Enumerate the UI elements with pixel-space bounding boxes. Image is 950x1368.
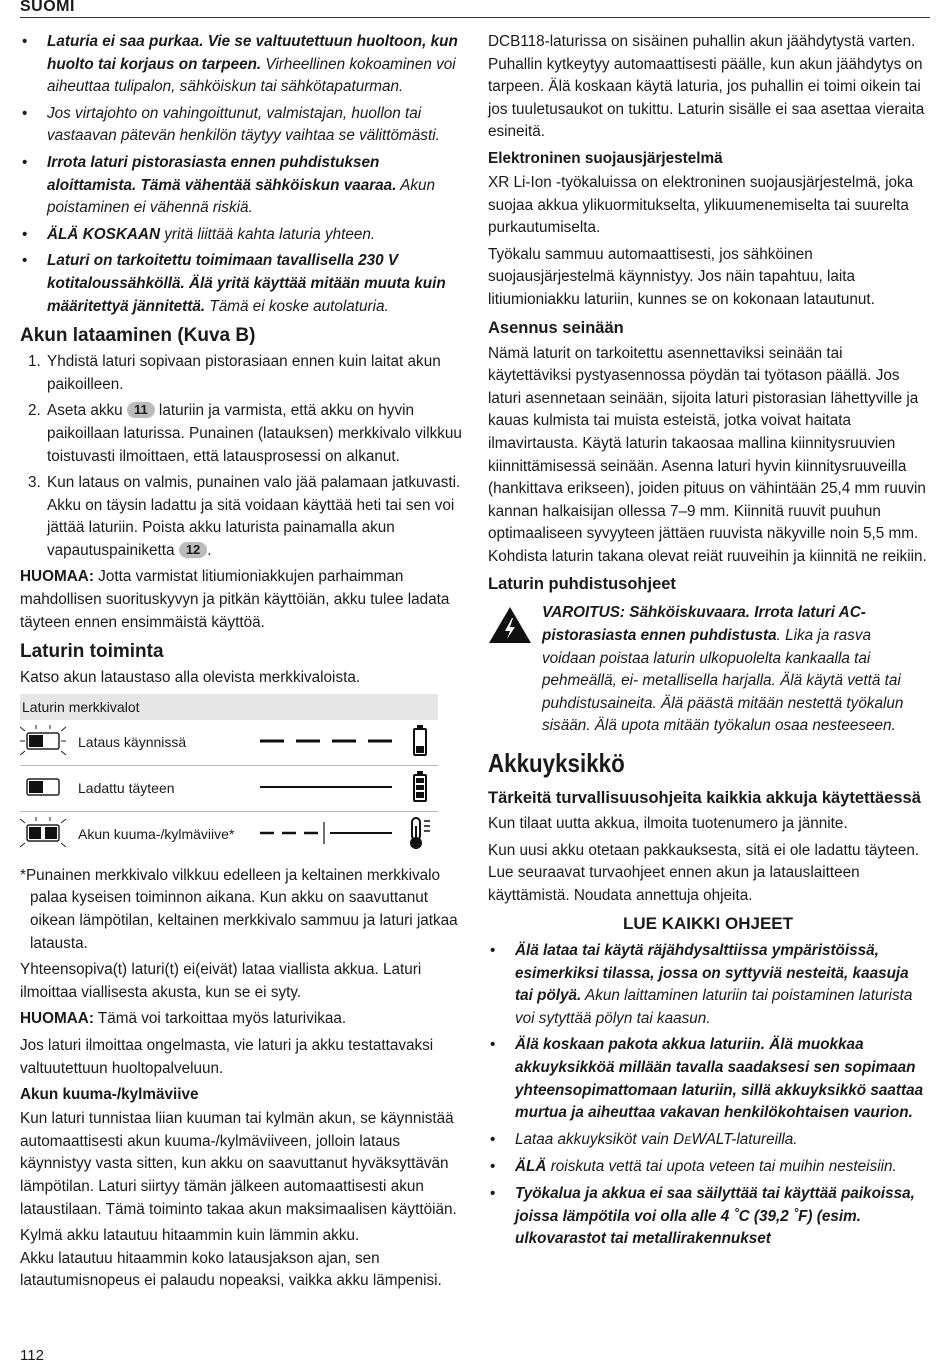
indicator-row-delay xyxy=(20,812,438,857)
language-header: SUOMI xyxy=(20,0,75,15)
indicator-row-charging xyxy=(20,720,438,766)
battery-safety-bullet: • Työkalua ja akkua ei saa säilyttää tai käyttää paikoissa, joissa lämpötila voi olla alle 4 ˚C (39,2 ˚F) (esim. ulkovarastot tai metallirakennukset xyxy=(488,1183,928,1251)
part-number-badge: 11 xyxy=(127,402,155,418)
heading-wall-mounting: Asennus seinään xyxy=(488,318,624,337)
heading-safety-instructions: Tärkeitä turvallisuusohjeita kaikkia akkuja käytettäessä xyxy=(488,789,921,808)
battery-safety-bullet: • Älä koskaan pakota akkua laturiin. Älä muokkaa akkuyksikköä millään tavalla saadaksesi sen sopimaan yhteensopimattomaan laturiin, sillä akkuyksikkö saattaa murtua ja aiheuttaa vakavan henkilökohtaisen vaurion. xyxy=(488,1034,928,1124)
heading-protection-system: Elektroninen suojausjärjestelmä xyxy=(488,149,723,167)
paragraph: Nämä laturit on tarkoitettu asennettaviksi seinään tai käytettäviksi pystyasennossa pöydän tai työtason päällä. Jos laturi asennetaan seinään, sijoita laturi pistorasian lähettyville ja kauas kulmista tai muista esteistä, jotka voivat haitata ilmavirtausta. Käytä laturin takaosaa mallina kiinnitysruuvien kiinnittämisessä seinään. Asenna laturi hyvin kiinnitysruuveilla (hankittava erikseen), joiden pituus on vähintään 25,4 mm ruuvin kannan halkaisijan ollessa 7–9 mm. Kiinnitä ruuvit puuhun optimaaliseen syvyyteen jättäen ruuvista näkyville noin 5,5 mm. Kohdista laturin takana olevat reiät ruuveihin ja kiinnitä ne reikiin. xyxy=(488,344,927,565)
header-rule xyxy=(20,17,930,18)
paragraph: Työkalu sammuu automaattisesti, jos sähköinen suojausjärjestelmä käynnistyy. Jos näin tapahtuu, laita litiumioniakku laturiin, kunnes se on kokonaan latautunut. xyxy=(488,245,875,308)
indicator-row-full xyxy=(20,766,438,812)
indicator-label: Akun kuuma-/kylmäviive* xyxy=(78,825,235,842)
paragraph: XR Li-Ion -työkaluissa on elektroninen suojausjärjestelmä, joka suojaa akkua ylikuormitukselta, ylikuumenemiselta tai suurelta purkautumiselta. xyxy=(488,173,914,237)
paragraph: Katso akun lataustaso alla olevista merkkivaloista. xyxy=(20,669,361,687)
part-number-badge: 12 xyxy=(179,542,207,558)
paragraph: Jos laturi ilmoittaa ongelmasta, vie laturi ja akku testattavaksi valtuutettuun huoltopalveluun. xyxy=(20,1037,434,1077)
left-column xyxy=(20,31,462,1297)
safety-bullet: • Jos virtajohto on vahingoittunut, valmistajan, huollon tai vastaavan pätevän henkilön täytyy vaihtaa se välittömästi. xyxy=(20,103,462,148)
paragraph: Yhteensopiva(t) laturi(t) ei(eivät) lataa viallista akkua. Laturi ilmoittaa viallisesta akusta, kun se ei syty. xyxy=(20,961,422,1001)
safety-bullet: • ÄLÄ KOSKAAN yritä liittää kahta laturia yhteen. xyxy=(20,224,462,247)
footnote: *Punainen merkkivalo vilkkuu edelleen ja keltainen merkkivalo palaa kyseisen toiminnon aikana. Kun akku on saavuttanut oikean lämpötilan, keltainen merkkivalo sammuu ja laturi jatkaa latausta. xyxy=(20,866,458,952)
indicator-table xyxy=(20,694,438,857)
paragraph: Kylmä akku latautuu hitaammin kuin lämmin akku. xyxy=(20,1227,360,1245)
numbered-step: 2. Aseta akku 11 laturiin ja varmista, että akku on hyvin paikoillaan laturissa. Punainen (latauksen) merkkivalo vilkkuu toistuvasti ilmoittaen, että latausprosessi on alkanut. xyxy=(28,402,462,465)
battery-safety-bullet: • Älä lataa tai käytä räjähdysalttiissa ympäristöissä, esimerkiksi tilassa, jossa on syttyviä nesteitä, kaasuja tai pölyä. Akun laittaminen laturiin tai poistaminen laturista voi sytyttää pölyn tai kaasun. xyxy=(488,940,928,1030)
page-number: 112 xyxy=(20,1347,44,1364)
note-paragraph: HUOMAA: Tämä voi tarkoittaa myös laturivikaa. xyxy=(20,1010,347,1028)
heading-cleaning: Laturin puhdistusohjeet xyxy=(488,575,676,594)
paragraph: Kun uusi akku otetaan pakkauksesta, sitä ei ole ladattu täyteen. Lue seuraavat turvaohjeet ennen akun ja latauslaitteen käyttämistä. Noudata annettuja ohjeita. xyxy=(488,841,920,904)
paragraph: Kun tilaat uutta akkua, ilmoita tuotenumero ja jännite. xyxy=(488,815,848,833)
note-paragraph: HUOMAA: Jotta varmistat litiumioniakkujen parhaimman mahdollisen suorituskyvyn ja pitkän käyttöiän, akku tulee ladata täyteen ennen ensimmäistä käyttöä. xyxy=(20,568,450,631)
indicator-table-header: Laturin merkkivalot xyxy=(20,694,438,720)
numbered-step: 1. Yhdistä laturi sopivaan pistorasiaan ennen kuin laitat akun paikoilleen. xyxy=(28,353,441,393)
heading-charging: Akun lataaminen (Kuva B) xyxy=(20,325,256,347)
safety-bullet: • Laturia ei saa purkaa. Vie se valtuutettuun huoltoon, kun huolto tai korjaus on tarpeen. Virheellinen kokoaminen voi aiheuttaa tulipalon, sähköiskun tai sähkötapaturman. xyxy=(20,31,462,99)
numbered-step: 3. Kun lataus on valmis, punainen valo jää palamaan jatkuvasti. Akku on täysin ladattu ja sitä voidaan käyttää heti tai sen voi jättää laturiin. Poista akku laturista painamalla akun vapautuspainiketta 12 . xyxy=(28,474,461,559)
safety-bullet: • Laturi on tarkoitettu toimimaan tavallisella 230 V kotitaloussähköllä. Älä yritä käyttää mitään muuta kuin määritettyä jännitettä. Tämä ei koske autolaturia. xyxy=(20,250,462,318)
indicator-label: Ladattu täyteen xyxy=(78,779,175,796)
heading-hot-cold-delay: Akun kuuma-/kylmäviive xyxy=(20,1086,199,1104)
paragraph: DCB118-laturissa on sisäinen puhallin akun jäähdytystä varten. Puhallin kytkeytyy automaattisesti päälle, kun akun jäähdytys on tarpeen. Älä koskaan käytä laturia, jos puhallin ei toimi oikein tai jos tuuletusaukot on tukittu. Laturin sisälle ei saa asettaa vieraita esineitä. xyxy=(488,33,925,141)
paragraph: Akku latautuu hitaammin koko latausjakson ajan, sen latautumisnopeus ei palaudu nopeaksi, vaikka akku lämpenisi. xyxy=(20,1249,442,1290)
heading-battery-pack: Akkuyksikkö xyxy=(488,748,625,779)
safety-bullet: • Irrota laturi pistorasiasta ennen puhdistuksen aloittamista. Tämä vähentää sähköiskun vaaraa. Akun poistaminen ei vähennä riskiä. xyxy=(20,152,462,220)
indicator-label: Lataus käynnissä xyxy=(78,733,187,750)
read-all-heading: LUE KAIKKI OHJEET xyxy=(622,914,794,934)
right-column xyxy=(488,31,928,1255)
battery-safety-bullet: • Lataa akkuyksiköt vain DEWALT-latureilla. xyxy=(488,1129,928,1153)
battery-safety-bullet: • ÄLÄ roiskuta vettä tai upota veteen tai muihin nesteisiin. xyxy=(488,1156,928,1179)
electric-shock-warning-icon xyxy=(488,606,532,644)
warning-block: VAROITUS: Sähköiskuvaara. Irrota laturi AC-pistorasiasta ennen puhdistusta. Lika ja rasva voidaan poistaa laturin ulkopuolelta kankaalla tai pehmeällä, ei- metallisella harjalla. Älä käytä vettä tai puhdistusaineita. Älä päästä mitään nestettä työkalun sisään. Älä upota mitään työkalun osaa nesteeseen. xyxy=(488,602,928,738)
heading-operation: Laturin toiminta xyxy=(20,641,164,663)
paragraph: Kun laturi tunnistaa liian kuuman tai kylmän akun, se käynnistää automaattisesti akun kuuma-/kylmäviiveen, jolloin lataus käynnistyy vasta sitten, kun akku on saavuttanut hyväksyttävän lämpötilan. Laturi siirtyy tämän jälkeen automaattisesti akun lataustilaan. Tämä toiminto takaa akun maksimaalisen käyttöiän. xyxy=(20,1110,457,1218)
